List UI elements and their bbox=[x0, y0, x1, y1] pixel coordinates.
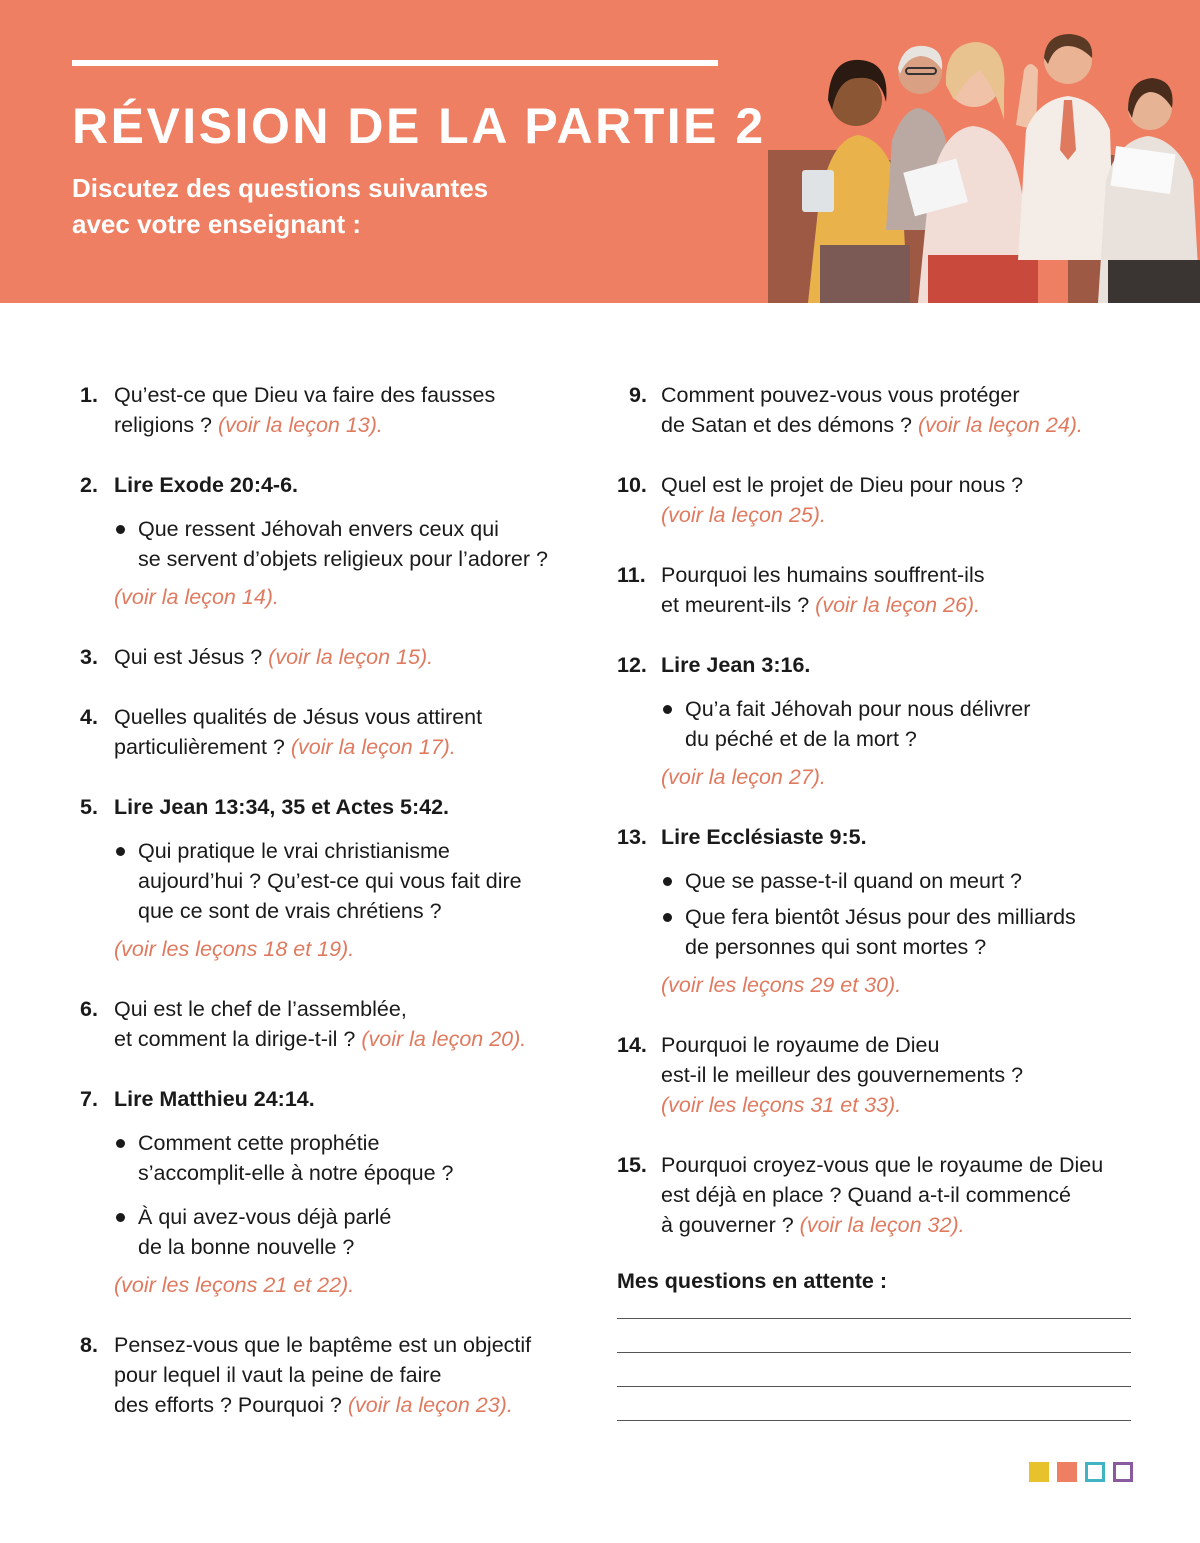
bullet-line: que ce sont de vrais chrétiens ? bbox=[138, 899, 442, 923]
question-11 bbox=[617, 560, 1137, 620]
question-line: Comment pouvez-vous vous protéger bbox=[661, 383, 1020, 407]
question-9 bbox=[617, 380, 1137, 440]
bullet-item bbox=[114, 514, 590, 574]
bullet-line: aujourd’hui ? Qu’est-ce qui vous fait dire bbox=[138, 869, 522, 893]
subtitle-line: Discutez des questions suivantes bbox=[72, 173, 489, 203]
question-13 bbox=[617, 822, 1137, 1000]
question-number: 15. bbox=[617, 1153, 647, 1177]
question-line: Pourquoi les humains souffrent-ils bbox=[661, 563, 985, 587]
bullet-item bbox=[661, 694, 1137, 754]
question-line: est-il le meilleur des gouvernements ? bbox=[661, 1063, 1024, 1087]
question-number: 3. bbox=[80, 645, 98, 669]
reading-title: Lire Ecclésiaste 9:5. bbox=[661, 825, 867, 849]
bullet-line: de personnes qui sont mortes ? bbox=[685, 935, 987, 959]
question-number: 5. bbox=[80, 795, 98, 819]
question-number: 4. bbox=[80, 705, 98, 729]
person-skirt bbox=[1108, 260, 1200, 303]
person-tablet bbox=[802, 170, 834, 212]
question-number: 14. bbox=[617, 1033, 647, 1057]
lesson-reference: (voir la leçon 27). bbox=[661, 765, 826, 789]
my-questions-label: Mes questions en attente : bbox=[617, 1269, 887, 1293]
question-15 bbox=[617, 1150, 1137, 1240]
bullet-line: Que fera bientôt Jésus pour des milliards bbox=[685, 905, 1076, 929]
bullet-line: du péché et de la mort ? bbox=[685, 727, 917, 751]
question-number: 9. bbox=[629, 383, 647, 407]
question-line: et meurent-ils ? bbox=[661, 593, 810, 617]
question-line: Qui est Jésus ? bbox=[114, 645, 263, 669]
answer-lines bbox=[617, 1318, 1137, 1421]
question-3 bbox=[80, 642, 590, 672]
bullet-item bbox=[114, 1202, 590, 1262]
bullet-line: de la bonne nouvelle ? bbox=[138, 1235, 355, 1259]
question-line: Pourquoi le royaume de Dieu bbox=[661, 1033, 940, 1057]
bullet-item bbox=[661, 902, 1137, 962]
lesson-reference: (voir la leçon 17). bbox=[290, 735, 456, 759]
answer-line[interactable] bbox=[617, 1318, 1131, 1319]
lesson-reference: (voir la leçon 20). bbox=[361, 1027, 527, 1051]
answer-line[interactable] bbox=[617, 1352, 1131, 1353]
bullet-line: se servent d’objets religieux pour l’adorer ? bbox=[138, 547, 548, 571]
lesson-reference: (voir la leçon 23). bbox=[347, 1393, 513, 1417]
question-number: 12. bbox=[617, 653, 647, 677]
students-illustration bbox=[768, 30, 1200, 303]
lesson-reference: (voir la leçon 13). bbox=[217, 413, 383, 437]
question-line: Qui est le chef de l’assemblée, bbox=[114, 997, 407, 1021]
question-number: 13. bbox=[617, 825, 647, 849]
square-teal-outline bbox=[1085, 1462, 1105, 1482]
question-5 bbox=[80, 792, 590, 964]
person-papers bbox=[1111, 146, 1176, 194]
question-number: 10. bbox=[617, 473, 647, 497]
question-text bbox=[114, 380, 590, 440]
question-text bbox=[661, 1150, 1137, 1240]
question-line: pour lequel il vaut la peine de faire bbox=[114, 1363, 442, 1387]
questions-right-column bbox=[617, 380, 1137, 1454]
question-line: religions ? bbox=[114, 413, 212, 437]
question-line: à gouverner ? bbox=[661, 1213, 794, 1237]
question-line: Quel est le projet de Dieu pour nous ? bbox=[661, 473, 1024, 497]
subtitle-line: avec votre enseignant : bbox=[72, 209, 361, 239]
questions-left-column bbox=[80, 380, 590, 1420]
lesson-reference: (voir la leçon 32). bbox=[799, 1213, 965, 1237]
question-14 bbox=[617, 1030, 1137, 1120]
bullet-line: Comment cette prophétie bbox=[138, 1131, 380, 1155]
question-7 bbox=[80, 1084, 590, 1300]
lesson-reference: (voir la leçon 24). bbox=[918, 413, 1083, 437]
question-10 bbox=[617, 470, 1137, 530]
question-text bbox=[114, 702, 590, 762]
page-title: RÉVISION DE LA PARTIE 2 bbox=[72, 98, 766, 154]
question-line: particulièrement ? bbox=[114, 735, 285, 759]
bullet-item bbox=[114, 836, 590, 926]
reading-title: Lire Exode 20:4-6. bbox=[114, 473, 299, 497]
question-number: 7. bbox=[80, 1087, 98, 1111]
question-line: Pourquoi croyez-vous que le royaume de Dieu bbox=[661, 1153, 1104, 1177]
person-skirt bbox=[820, 245, 910, 303]
header-banner bbox=[0, 0, 1200, 303]
lesson-reference: (voir la leçon 15). bbox=[268, 645, 434, 669]
question-2 bbox=[80, 470, 590, 612]
question-1 bbox=[80, 380, 590, 440]
question-line: de Satan et des démons ? bbox=[661, 413, 913, 437]
bullet-line: Que se passe-t-il quand on meurt ? bbox=[685, 869, 1023, 893]
question-6 bbox=[80, 994, 590, 1054]
question-line: est déjà en place ? Quand a-t-il commencé bbox=[661, 1183, 1071, 1207]
question-text bbox=[114, 642, 590, 672]
question-12 bbox=[617, 650, 1137, 792]
lesson-reference: (voir les leçons 31 et 33). bbox=[661, 1093, 902, 1117]
reading-title: Lire Jean 3:16. bbox=[661, 653, 811, 677]
question-line: Pensez-vous que le baptême est un objectif bbox=[114, 1333, 532, 1357]
question-text bbox=[114, 994, 590, 1054]
bullet-line: Que ressent Jéhovah envers ceux qui bbox=[138, 517, 499, 541]
reading-title: Lire Matthieu 24:14. bbox=[114, 1087, 315, 1111]
question-number: 8. bbox=[80, 1333, 98, 1357]
header-rule bbox=[72, 60, 718, 66]
question-text bbox=[661, 380, 1137, 440]
question-number: 1. bbox=[80, 383, 98, 407]
bullet-line: Qui pratique le vrai christianisme bbox=[138, 839, 450, 863]
lesson-reference: (voir la leçon 14). bbox=[114, 585, 279, 609]
question-line: des efforts ? Pourquoi ? bbox=[114, 1393, 342, 1417]
lesson-reference: (voir les leçons 21 et 22). bbox=[114, 1273, 355, 1297]
question-text bbox=[114, 1330, 590, 1420]
bullet-line: Qu’a fait Jéhovah pour nous délivrer bbox=[685, 697, 1031, 721]
question-line: Quelles qualités de Jésus vous attirent bbox=[114, 705, 483, 729]
page-subtitle bbox=[72, 170, 672, 242]
square-coral bbox=[1057, 1462, 1077, 1482]
question-text bbox=[661, 470, 1137, 530]
bullet-item bbox=[661, 866, 1137, 896]
lesson-reference: (voir la leçon 26). bbox=[815, 593, 981, 617]
reading-title: Lire Jean 13:34, 35 et Actes 5:42. bbox=[114, 795, 450, 819]
answer-line[interactable] bbox=[617, 1420, 1131, 1421]
question-line: et comment la dirige-t-il ? bbox=[114, 1027, 356, 1051]
lesson-reference: (voir les leçons 29 et 30). bbox=[661, 973, 902, 997]
question-line: Qu’est-ce que Dieu va faire des fausses bbox=[114, 383, 496, 407]
lesson-reference: (voir les leçons 18 et 19). bbox=[114, 937, 355, 961]
lesson-reference: (voir la leçon 25). bbox=[661, 503, 826, 527]
question-number: 2. bbox=[80, 473, 98, 497]
square-yellow bbox=[1029, 1462, 1049, 1482]
question-4 bbox=[80, 702, 590, 762]
person-skirt bbox=[928, 255, 1038, 303]
bullet-line: À qui avez-vous déjà parlé bbox=[138, 1205, 392, 1229]
question-text bbox=[661, 1030, 1137, 1120]
question-text bbox=[661, 560, 1137, 620]
bullet-item bbox=[114, 1128, 590, 1188]
question-number: 6. bbox=[80, 997, 98, 1021]
square-purple-outline bbox=[1113, 1462, 1133, 1482]
bullet-line: s’accomplit-elle à notre époque ? bbox=[138, 1161, 454, 1185]
question-number: 11. bbox=[617, 563, 646, 587]
answer-line[interactable] bbox=[617, 1386, 1131, 1387]
question-8 bbox=[80, 1330, 590, 1420]
